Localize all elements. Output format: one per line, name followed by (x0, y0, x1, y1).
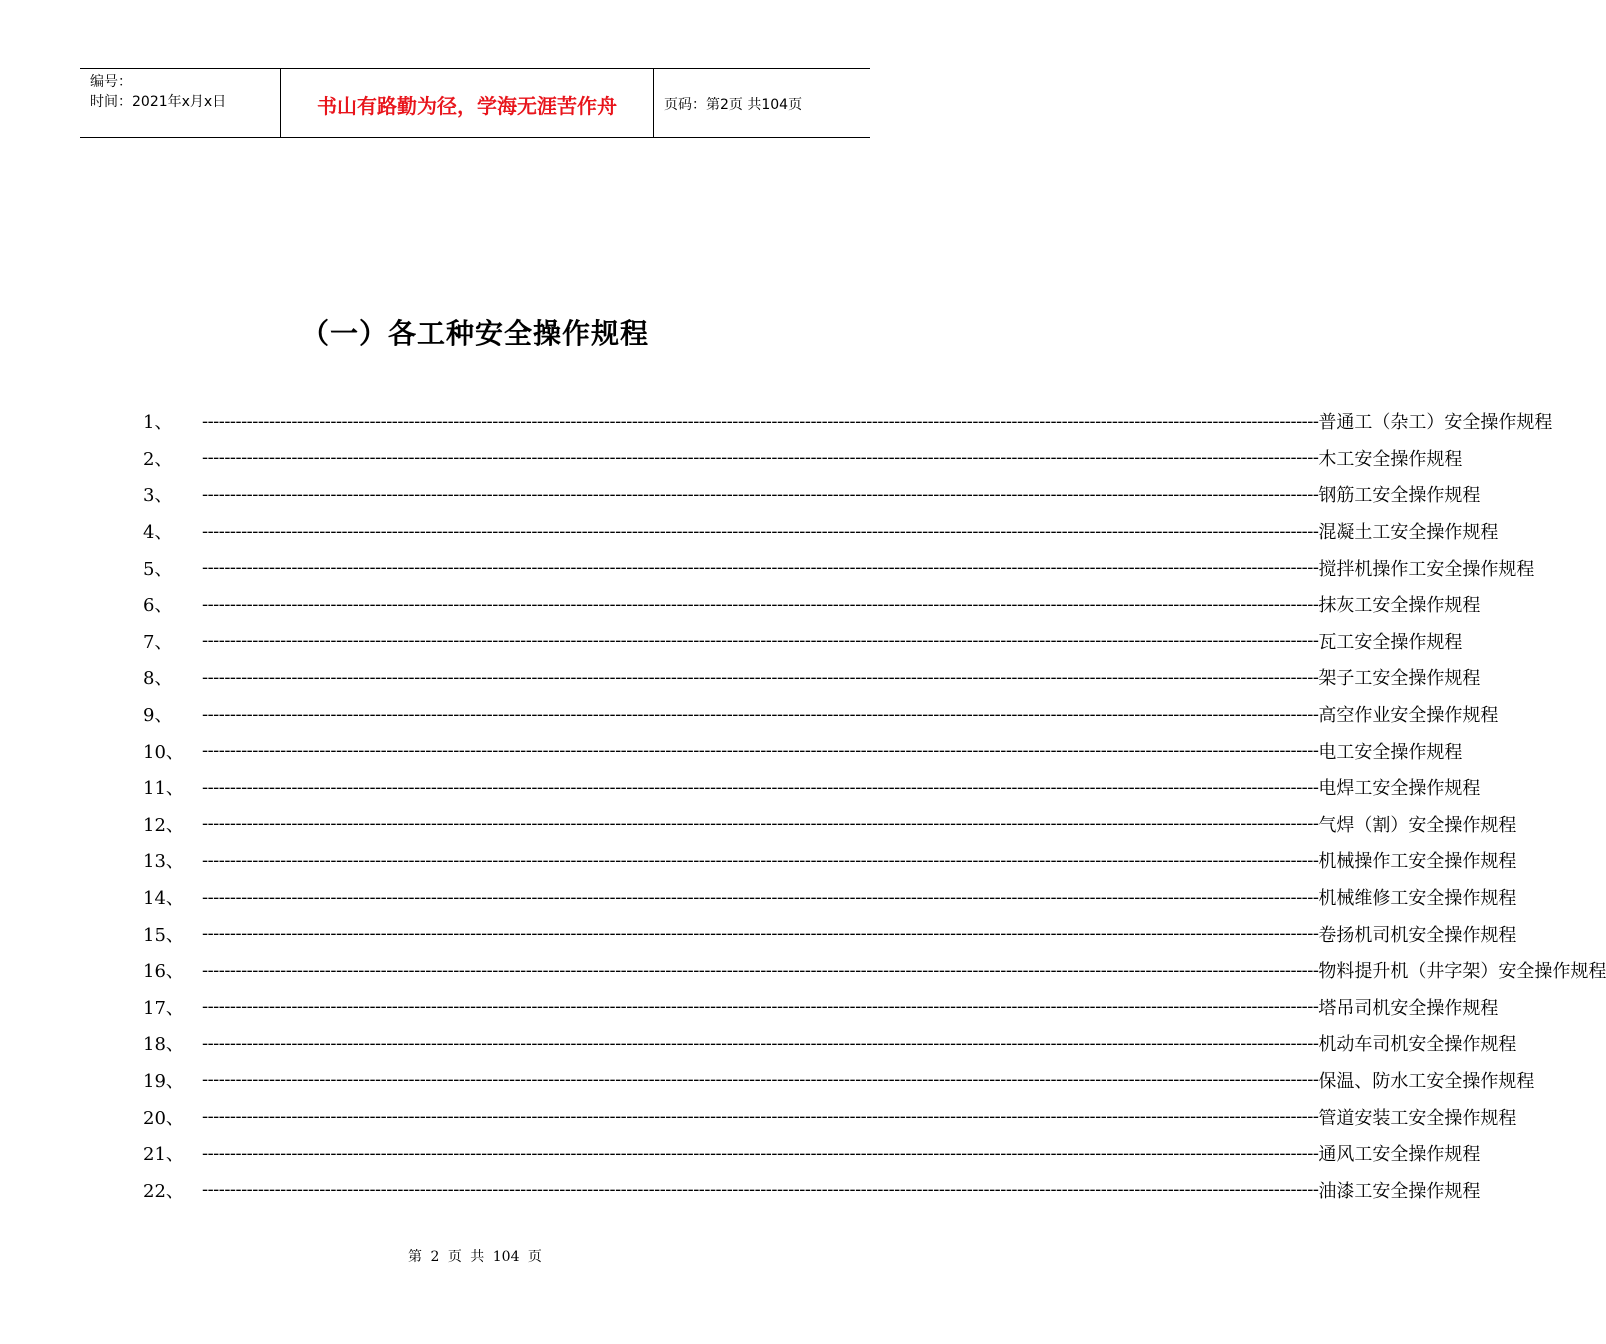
toc-entry[interactable] (143, 732, 1463, 769)
toc-entry-label: 气焊（割）安全操作规程 (1318, 814, 1517, 836)
toc-entry-label: 搅拌机操作工安全操作规程 (1318, 558, 1535, 580)
toc-entry[interactable] (143, 586, 1481, 623)
toc-dot-leader: -------------------------------------------------------------------------------------------------------------------------------------------------------------------------------------------------------- (202, 813, 1319, 835)
toc-entry-number: 11、 (143, 778, 184, 800)
toc-entry-label: 抹灰工安全操作规程 (1318, 595, 1481, 617)
toc-entry[interactable] (143, 1171, 1481, 1208)
toc-dot-leader: -------------------------------------------------------------------------------------------------------------------------------------------------------------------------------------------------------- (202, 776, 1319, 798)
toc-entry-label: 瓦工安全操作规程 (1318, 631, 1463, 653)
toc-entry-label: 木工安全操作规程 (1318, 448, 1463, 470)
toc-entry-number: 18、 (143, 1034, 184, 1056)
toc-entry-label: 通风工安全操作规程 (1318, 1144, 1481, 1166)
toc-entry-label: 管道安装工安全操作规程 (1318, 1107, 1517, 1129)
toc-entry[interactable] (143, 659, 1481, 696)
toc-entry-number: 10、 (143, 741, 184, 763)
toc-entry[interactable] (143, 696, 1499, 733)
document-time-label: 时间：2021年x月x日 (90, 94, 227, 110)
toc-dot-leader: -------------------------------------------------------------------------------------------------------------------------------------------------------------------------------------------------------- (202, 703, 1319, 725)
toc-entry[interactable] (143, 879, 1517, 916)
page-footer: 第 2 页 共 104 页 (408, 1249, 542, 1265)
toc-dot-leader: -------------------------------------------------------------------------------------------------------------------------------------------------------------------------------------------------------- (202, 557, 1319, 579)
toc-entry-number: 9、 (143, 705, 173, 727)
toc-entry[interactable] (143, 842, 1517, 879)
toc-entry-label: 混凝土工安全操作规程 (1318, 522, 1499, 544)
toc-dot-leader: -------------------------------------------------------------------------------------------------------------------------------------------------------------------------------------------------------- (202, 630, 1319, 652)
toc-entry-number: 16、 (143, 961, 184, 983)
toc-dot-leader: -------------------------------------------------------------------------------------------------------------------------------------------------------------------------------------------------------- (202, 849, 1319, 871)
toc-entry-label: 钢筋工安全操作规程 (1318, 485, 1481, 507)
toc-dot-leader: -------------------------------------------------------------------------------------------------------------------------------------------------------------------------------------------------------- (202, 593, 1319, 615)
toc-entry-label: 普通工（杂工）安全操作规程 (1318, 412, 1553, 434)
table-of-contents (143, 403, 1606, 1208)
header-motto: 书山有路勤为径，学海无涯苦作舟 (281, 69, 654, 137)
toc-entry[interactable] (143, 1135, 1481, 1172)
toc-entry[interactable] (143, 1098, 1517, 1135)
toc-entry-label: 保温、防水工安全操作规程 (1318, 1070, 1535, 1092)
toc-dot-leader: -------------------------------------------------------------------------------------------------------------------------------------------------------------------------------------------------------- (202, 410, 1319, 432)
toc-entry-number: 17、 (143, 997, 184, 1019)
toc-entry-label: 电工安全操作规程 (1318, 741, 1463, 763)
page-header (80, 68, 870, 138)
toc-entry[interactable] (143, 769, 1481, 806)
toc-entry[interactable] (143, 513, 1499, 550)
toc-entry-label: 电焊工安全操作规程 (1318, 778, 1481, 800)
toc-dot-leader: -------------------------------------------------------------------------------------------------------------------------------------------------------------------------------------------------------- (202, 1179, 1319, 1201)
toc-dot-leader: -------------------------------------------------------------------------------------------------------------------------------------------------------------------------------------------------------- (202, 483, 1319, 505)
toc-entry-label: 卷扬机司机安全操作规程 (1318, 924, 1517, 946)
toc-dot-leader: -------------------------------------------------------------------------------------------------------------------------------------------------------------------------------------------------------- (202, 923, 1319, 945)
toc-entry-number: 22、 (143, 1180, 184, 1202)
toc-dot-leader: -------------------------------------------------------------------------------------------------------------------------------------------------------------------------------------------------------- (202, 886, 1319, 908)
toc-dot-leader: -------------------------------------------------------------------------------------------------------------------------------------------------------------------------------------------------------- (202, 959, 1319, 981)
page-title: （一）各工种安全操作规程 (300, 317, 649, 350)
toc-entry[interactable] (143, 915, 1517, 952)
toc-dot-leader: -------------------------------------------------------------------------------------------------------------------------------------------------------------------------------------------------------- (202, 1106, 1319, 1128)
toc-entry-label: 塔吊司机安全操作规程 (1318, 997, 1499, 1019)
toc-entry-number: 20、 (143, 1107, 184, 1129)
toc-entry[interactable] (143, 623, 1463, 660)
toc-entry[interactable] (143, 440, 1463, 477)
toc-entry-number: 4、 (143, 522, 173, 544)
toc-dot-leader: -------------------------------------------------------------------------------------------------------------------------------------------------------------------------------------------------------- (202, 1069, 1319, 1091)
header-meta (80, 69, 281, 137)
toc-entry-number: 6、 (143, 595, 173, 617)
toc-entry-number: 13、 (143, 851, 184, 873)
toc-entry-number: 7、 (143, 631, 173, 653)
toc-entry-label: 机动车司机安全操作规程 (1318, 1034, 1517, 1056)
toc-entry-number: 5、 (143, 558, 173, 580)
toc-entry-label: 架子工安全操作规程 (1318, 668, 1481, 690)
toc-entry-label: 高空作业安全操作规程 (1318, 705, 1499, 727)
toc-entry-number: 14、 (143, 888, 184, 910)
toc-entry[interactable] (143, 952, 1606, 989)
toc-entry[interactable] (143, 1025, 1517, 1062)
document-number-label: 编号： (90, 74, 132, 90)
toc-dot-leader: -------------------------------------------------------------------------------------------------------------------------------------------------------------------------------------------------------- (202, 1142, 1319, 1164)
header-page-info: 页码：第2页 共104页 (664, 97, 803, 113)
toc-entry-number: 21、 (143, 1144, 184, 1166)
toc-entry[interactable] (143, 806, 1517, 843)
toc-dot-leader: -------------------------------------------------------------------------------------------------------------------------------------------------------------------------------------------------------- (202, 520, 1319, 542)
toc-entry[interactable] (143, 1062, 1535, 1099)
toc-dot-leader: -------------------------------------------------------------------------------------------------------------------------------------------------------------------------------------------------------- (202, 1032, 1319, 1054)
toc-entry-label: 物料提升机（井字架）安全操作规程 (1318, 961, 1606, 983)
toc-entry-label: 机械维修工安全操作规程 (1318, 888, 1517, 910)
toc-entry-number: 1、 (143, 412, 173, 434)
toc-entry-number: 3、 (143, 485, 173, 507)
toc-entry[interactable] (143, 549, 1535, 586)
toc-entry-label: 油漆工安全操作规程 (1318, 1180, 1481, 1202)
toc-entry[interactable] (143, 989, 1499, 1026)
toc-entry-number: 15、 (143, 924, 184, 946)
toc-dot-leader: -------------------------------------------------------------------------------------------------------------------------------------------------------------------------------------------------------- (202, 666, 1319, 688)
toc-entry[interactable] (143, 476, 1481, 513)
toc-entry-number: 2、 (143, 448, 173, 470)
toc-entry-number: 19、 (143, 1070, 184, 1092)
toc-entry-number: 8、 (143, 668, 173, 690)
toc-dot-leader: -------------------------------------------------------------------------------------------------------------------------------------------------------------------------------------------------------- (202, 740, 1319, 762)
toc-dot-leader: -------------------------------------------------------------------------------------------------------------------------------------------------------------------------------------------------------- (202, 447, 1319, 469)
toc-dot-leader: -------------------------------------------------------------------------------------------------------------------------------------------------------------------------------------------------------- (202, 996, 1319, 1018)
toc-entry-number: 12、 (143, 814, 184, 836)
toc-entry-label: 机械操作工安全操作规程 (1318, 851, 1517, 873)
toc-entry[interactable] (143, 403, 1553, 440)
